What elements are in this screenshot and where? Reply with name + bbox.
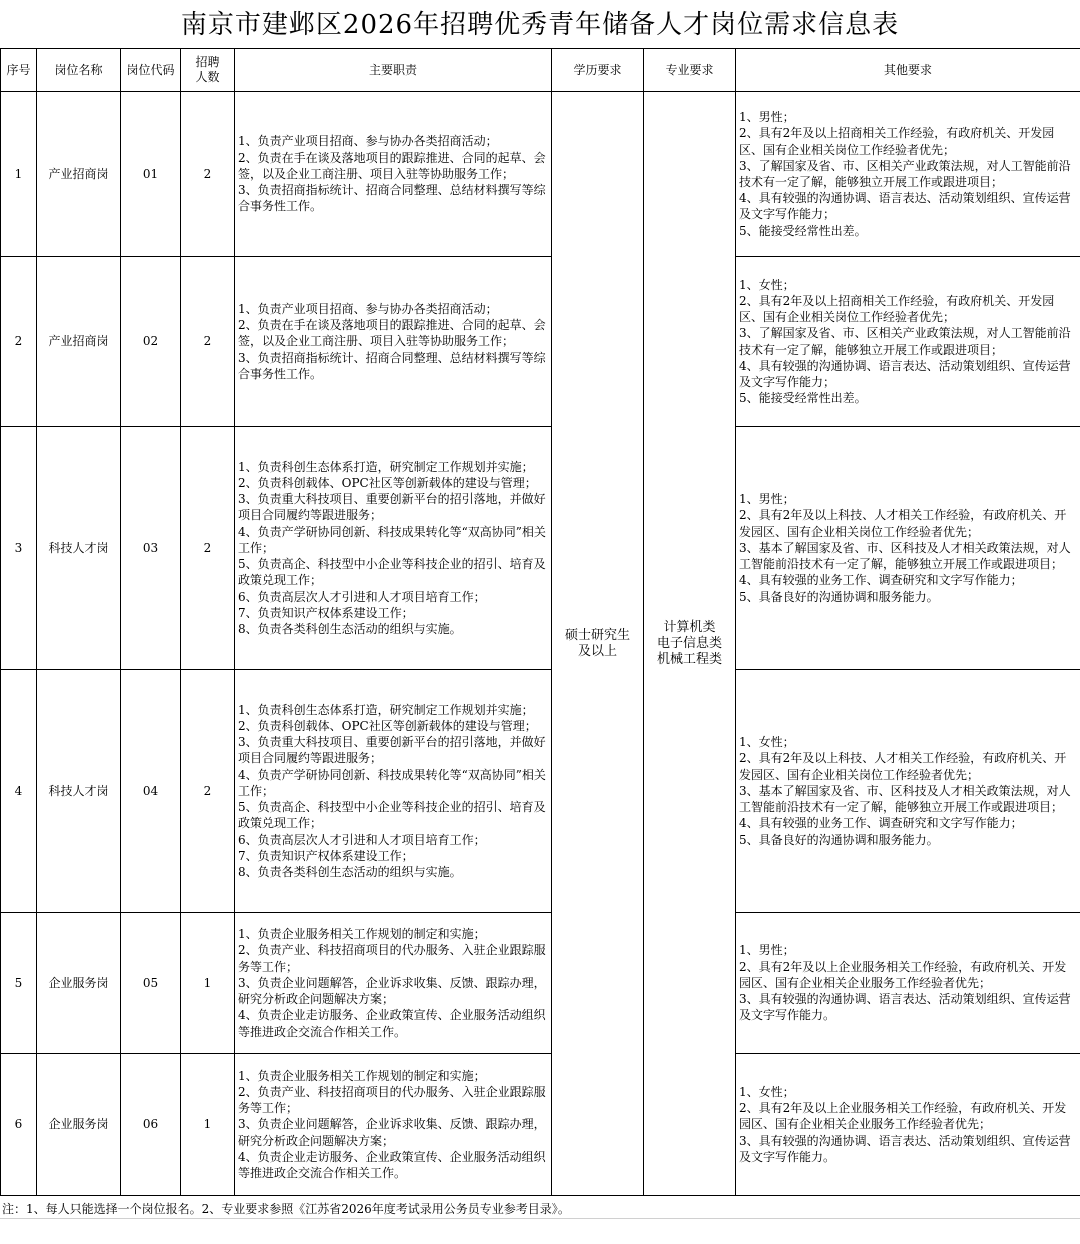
table-row <box>1 257 1080 427</box>
cell-main-duties: 1、负责产业项目招商、参与协办各类招商活动； 2、负责在手在谈及落地项目的跟踪推进、合同的起草、会签，以及企业工商注册、项目入驻等协助服务工作； 3、负责招商指标统计、招商合同整理、总结材料撰写等综合事务性工作。 <box>235 92 552 257</box>
cell-seq: 1 <box>1 92 37 257</box>
cell-hire-count: 2 <box>181 257 235 427</box>
cell-main-duties: 1、负责科创生态体系打造，研究制定工作规划并实施； 2、负责科创载体、OPC社区等创新载体的建设与管理； 3、负责重大科技项目、重要创新平台的招引落地，并做好项目合同履约等跟进服务； 4、负责产学研协同创新、科技成果转化等“双高协同”相关工作； 5、负责高企、科技型中小企业等科技企业的招引、培育及政策兑现工作； 6、负责高层次人才引进和人才项目培育工作； 7、负责知识产权体系建设工作； 8、负责各类科创生态活动的组织与实施。 <box>235 670 552 913</box>
cell-position-code: 01 <box>121 92 181 257</box>
header-seq: 序号 <box>1 49 37 92</box>
cell-hire-count: 2 <box>181 670 235 913</box>
cell-seq: 2 <box>1 257 37 427</box>
header-education: 学历要求 <box>552 49 644 92</box>
cell-hire-count: 2 <box>181 92 235 257</box>
cell-position-name: 产业招商岗 <box>37 92 121 257</box>
cell-main-duties: 1、负责企业服务相关工作规划的制定和实施； 2、负责产业、科技招商项目的代办服务、入驻企业跟踪服务等工作； 3、负责企业问题解答，企业诉求收集、反馈、跟踪办理，研究分析政企问题解决方案； 4、负责企业走访服务、企业政策宣传、企业服务活动组织等推进政企交流合作相关工作。 <box>235 1054 552 1196</box>
cell-hire-count: 2 <box>181 427 235 670</box>
cell-position-code: 06 <box>121 1054 181 1196</box>
table-row <box>1 427 1080 670</box>
header-position-name: 岗位名称 <box>37 49 121 92</box>
cell-position-code: 02 <box>121 257 181 427</box>
cell-hire-count: 1 <box>181 1054 235 1196</box>
cell-seq: 5 <box>1 913 37 1054</box>
cell-position-name: 科技人才岗 <box>37 427 121 670</box>
cell-main-duties: 1、负责产业项目招商、参与协办各类招商活动； 2、负责在手在谈及落地项目的跟踪推进、合同的起草、会签，以及企业工商注册、项目入驻等协助服务工作； 3、负责招商指标统计、招商合同整理、总结材料撰写等综合事务性工作。 <box>235 257 552 427</box>
cell-other-requirements: 1、女性； 2、具有2年及以上招商相关工作经验，有政府机关、开发园区、国有企业相关岗位工作经验者优先； 3、了解国家及省、市、区相关产业政策法规，对人工智能前沿技术有一定了解，能够独立开展工作或跟进项目； 4、具有较强的沟通协调、语言表达、活动策划组织、宣传运营及文字写作能力； 5、能接受经常性出差。 <box>736 257 1080 427</box>
job-requirements-table <box>0 48 1080 1196</box>
header-other-requirements: 其他要求 <box>736 49 1080 92</box>
header-main-duties: 主要职责 <box>235 49 552 92</box>
table-row <box>1 913 1080 1054</box>
cell-seq: 4 <box>1 670 37 913</box>
table-row <box>1 92 1080 257</box>
table-row <box>1 670 1080 913</box>
table-row <box>1 1054 1080 1196</box>
cell-hire-count: 1 <box>181 913 235 1054</box>
cell-main-duties: 1、负责科创生态体系打造，研究制定工作规划并实施； 2、负责科创载体、OPC社区等创新载体的建设与管理； 3、负责重大科技项目、重要创新平台的招引落地，并做好项目合同履约等跟进服务； 4、负责产学研协同创新、科技成果转化等“双高协同”相关工作； 5、负责高企、科技型中小企业等科技企业的招引、培育及政策兑现工作； 6、负责高层次人才引进和人才项目培育工作； 7、负责知识产权体系建设工作； 8、负责各类科创生态活动的组织与实施。 <box>235 427 552 670</box>
cell-position-code: 05 <box>121 913 181 1054</box>
cell-main-duties: 1、负责企业服务相关工作规划的制定和实施； 2、负责产业、科技招商项目的代办服务、入驻企业跟踪服务等工作； 3、负责企业问题解答，企业诉求收集、反馈、跟踪办理，研究分析政企问题解决方案； 4、负责企业走访服务、企业政策宣传、企业服务活动组织等推进政企交流合作相关工作。 <box>235 913 552 1054</box>
cell-major-shared: 计算机类 电子信息类 机械工程类 <box>644 92 736 1196</box>
header-major: 专业要求 <box>644 49 736 92</box>
cell-position-name: 产业招商岗 <box>37 257 121 427</box>
cell-other-requirements: 1、女性； 2、具有2年及以上科技、人才相关工作经验，有政府机关、开发园区、国有企业相关岗位工作经验者优先； 3、基本了解国家及省、市、区科技及人才相关政策法规，对人工智能前沿技术有一定了解，能够独立开展工作或跟进项目； 4、具有较强的业务工作、调查研究和文字写作能力； 5、具备良好的沟通协调和服务能力。 <box>736 670 1080 913</box>
cell-position-name: 企业服务岗 <box>37 913 121 1054</box>
cell-other-requirements: 1、男性； 2、具有2年及以上企业服务相关工作经验，有政府机关、开发园区、国有企业相关企业服务工作经验者优先； 3、具有较强的沟通协调、语言表达、活动策划组织、宣传运营及文字写作能力。 <box>736 913 1080 1054</box>
footnote: 注：1、每人只能选择一个岗位报名。2、专业要求参照《江苏省2026年度考试录用公务员专业参考目录》。 <box>2 1200 1072 1218</box>
cell-seq: 6 <box>1 1054 37 1196</box>
cell-position-name: 企业服务岗 <box>37 1054 121 1196</box>
header-position-code: 岗位代码 <box>121 49 181 92</box>
page-title: 南京市建邺区2026年招聘优秀青年储备人才岗位需求信息表 <box>0 0 1080 48</box>
cell-position-code: 03 <box>121 427 181 670</box>
cell-other-requirements: 1、女性； 2、具有2年及以上企业服务相关工作经验，有政府机关、开发园区、国有企业相关企业服务工作经验者优先； 3、具有较强的沟通协调、语言表达、活动策划组织、宣传运营及文字写作能力。 <box>736 1054 1080 1196</box>
sheet-gridline-divider <box>0 1218 1080 1244</box>
cell-position-name: 科技人才岗 <box>37 670 121 913</box>
table-header-row <box>1 49 1080 92</box>
header-hire-count: 招聘 人数 <box>181 49 235 92</box>
cell-other-requirements: 1、男性； 2、具有2年及以上科技、人才相关工作经验，有政府机关、开发园区、国有企业相关岗位工作经验者优先； 3、基本了解国家及省、市、区科技及人才相关政策法规，对人工智能前沿技术有一定了解，能够独立开展工作或跟进项目； 4、具有较强的业务工作、调查研究和文字写作能力； 5、具备良好的沟通协调和服务能力。 <box>736 427 1080 670</box>
cell-position-code: 04 <box>121 670 181 913</box>
cell-education-shared: 硕士研究生 及以上 <box>552 92 644 1196</box>
cell-other-requirements: 1、男性； 2、具有2年及以上招商相关工作经验，有政府机关、开发园区、国有企业相关岗位工作经验者优先； 3、了解国家及省、市、区相关产业政策法规，对人工智能前沿技术有一定了解，能够独立开展工作或跟进项目； 4、具有较强的沟通协调、语言表达、活动策划组织、宣传运营及文字写作能力； 5、能接受经常性出差。 <box>736 92 1080 257</box>
cell-seq: 3 <box>1 427 37 670</box>
